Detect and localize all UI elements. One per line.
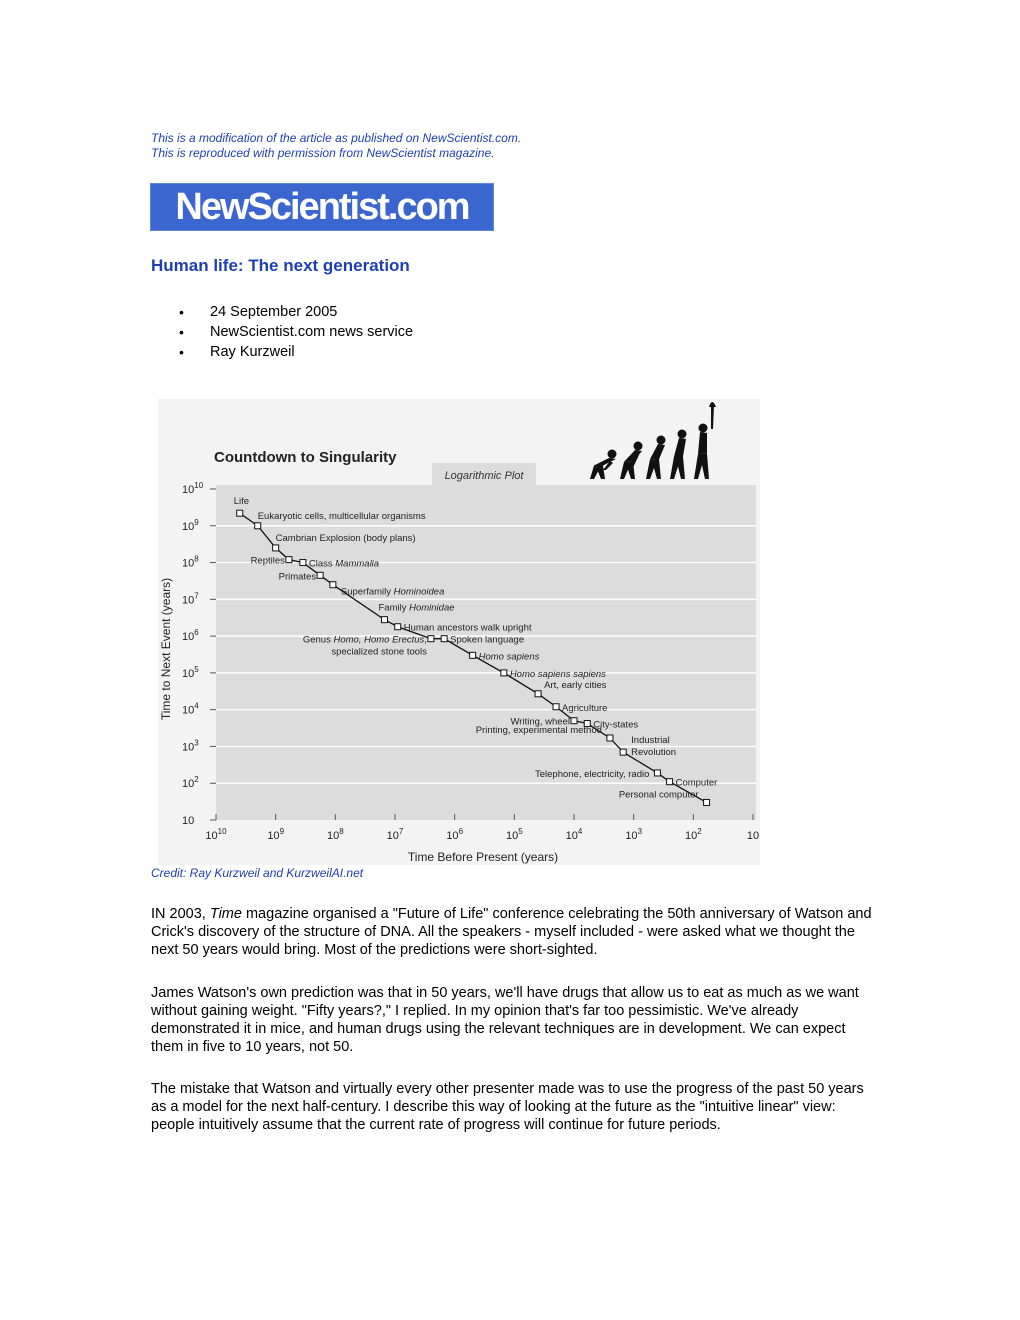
y-tick-label: $10^9$ — [182, 517, 199, 533]
data-point-label: Printing, experimental method — [475, 724, 602, 736]
x-tick-label: 10 — [746, 830, 760, 842]
chart-svg — [158, 399, 760, 865]
bullet-icon: • — [179, 324, 184, 340]
hominid-head-icon — [678, 430, 687, 439]
meta-author-text: Ray Kurzweil — [210, 344, 295, 360]
time-magazine-name: Time — [209, 906, 242, 922]
data-point-label: Computer — [675, 777, 718, 789]
data-point-marker — [237, 510, 243, 516]
y-tick-label: $10^{10}$ — [182, 481, 204, 496]
x-tick-label: $10^{10}$ — [205, 827, 227, 842]
data-point-marker — [470, 652, 476, 658]
paragraph-1-lead: IN 2003, — [151, 906, 210, 922]
x-axis-label: Time Before Present (years) — [407, 850, 559, 864]
data-point-label: Agriculture — [562, 702, 608, 714]
data-point-label: Writing, wheel — [510, 716, 570, 728]
x-tick-label: $10^4$ — [565, 827, 583, 842]
meta-date-text: 24 September 2005 — [210, 304, 338, 320]
meta-date — [151, 302, 413, 322]
y-tick-label: 10 — [182, 815, 195, 827]
data-point-marker — [571, 718, 577, 724]
singularity-chart — [158, 399, 760, 865]
y-tick-label: $10^8$ — [182, 554, 199, 570]
paragraph-1 — [151, 905, 873, 959]
data-point-label: City-states — [593, 719, 639, 731]
data-point-marker — [286, 557, 292, 563]
notice-line-2: This is reproduced with permission from NewScientist magazine. — [151, 146, 495, 160]
data-point-label: Homo sapiens sapiens — [509, 668, 606, 680]
data-point-marker — [317, 572, 323, 578]
hominid-head-icon — [699, 424, 708, 433]
data-point-label: Homo sapiens — [478, 651, 540, 663]
notice-line-1: This is a modification of the article as published on NewScientist.com. — [151, 131, 522, 145]
chart-title: Countdown to Singularity — [214, 449, 397, 466]
data-point-marker — [667, 779, 673, 785]
paragraph-1-rest: magazine organised a "Future of Life" conference celebrating the 50th anniversary of Watson and Crick's discovery of the structure of DNA. All the speakers - myself included - were asked what we thought the next 50 years would bring. Most of the predictions were short-sighted. — [151, 906, 872, 958]
y-tick-label: $10^2$ — [182, 775, 199, 791]
article-meta-list — [151, 302, 413, 362]
y-tick-label: $10^6$ — [182, 628, 199, 644]
data-point-label: Industrial Revolution — [631, 735, 677, 759]
logo-text: NewScientist.com — [175, 186, 469, 228]
x-tick-label: $10^5$ — [505, 827, 523, 842]
y-tick-label: $10^7$ — [182, 591, 199, 607]
data-point-label: Spoken language — [450, 634, 525, 646]
data-point-label: Primates — [278, 571, 317, 583]
article-title: Human life: The next generation — [151, 256, 410, 275]
data-point-label: Reptiles — [250, 555, 285, 567]
paragraph-2: James Watson's own prediction was that in 50 years, we'll have drugs that allow us to eat as much as we want without gaining weight. "Fifty years?," I replied. In my opinion that's far too pessimistic. We've already demonstrated it in mice, and human drugs using the relevant techniques are in development. We can expect them in five to 10 years, not 50. — [151, 985, 859, 1055]
data-point-marker — [607, 735, 613, 741]
data-point-marker — [441, 636, 447, 642]
data-point-label: Life — [233, 496, 250, 508]
figure-credit: Credit: Ray Kurzweil and KurzweilAI.net — [151, 866, 364, 880]
data-point-marker — [395, 624, 401, 630]
data-point-label: Superfamily Hominoidea — [340, 586, 445, 598]
meta-service — [151, 322, 413, 342]
x-tick-label: $10^2$ — [684, 827, 702, 842]
hominid-head-icon — [634, 442, 643, 451]
data-point-marker — [654, 770, 660, 776]
x-tick-label: $10^8$ — [326, 827, 344, 842]
x-tick-label: $10^9$ — [267, 827, 285, 842]
data-point-marker — [428, 636, 434, 642]
meta-author — [151, 342, 413, 362]
data-point-label: Personal computer — [618, 789, 699, 801]
y-tick-label: $10^3$ — [182, 738, 199, 754]
data-point-marker — [535, 691, 541, 697]
bullet-icon: • — [179, 304, 184, 320]
data-point-label: Class Mammalia — [308, 558, 380, 570]
y-tick-label: $10^5$ — [182, 664, 199, 680]
x-tick-label: $10^7$ — [386, 827, 404, 842]
y-tick-label: $10^4$ — [182, 701, 199, 717]
data-point-label: Telephone, electricity, radio — [534, 768, 650, 780]
data-point-label: Cambrian Explosion (body plans) — [275, 532, 416, 544]
data-point-label: Family Hominidae — [378, 602, 455, 614]
bullet-icon: • — [179, 344, 184, 360]
x-tick-label: $10^6$ — [446, 827, 464, 842]
reproduction-notice — [151, 131, 521, 161]
data-point-marker — [273, 545, 279, 551]
data-point-label: Art, early cities — [544, 679, 607, 691]
data-point-marker — [501, 670, 507, 676]
data-point-label: Eukaryotic cells, multicellular organisms — [257, 510, 426, 522]
paragraph-3: The mistake that Watson and virtually every other presenter made was to use the progress of the past 50 years as a model for the next half-century. I describe this way of looking at the future as the "intuitive linear" view: people intuitively assume that the current rate of progress will continue for future periods. — [151, 1081, 864, 1133]
chart-subtitle: Logarithmic Plot — [444, 470, 524, 482]
data-point-label: Human ancestors walk upright — [403, 622, 532, 634]
data-point-marker — [300, 560, 306, 566]
x-tick-label: $10^3$ — [625, 827, 643, 842]
data-point-marker — [704, 799, 710, 805]
data-point-marker — [255, 523, 261, 529]
data-point-marker — [330, 582, 336, 588]
meta-service-text: NewScientist.com news service — [210, 324, 414, 340]
data-point-marker — [620, 749, 626, 755]
data-point-label: Genus Homo, Homo Erectus, specialized stone tools — [302, 634, 427, 658]
data-point-marker — [553, 704, 559, 710]
data-point-marker — [381, 617, 387, 623]
y-axis-label: Time to Next Event (years) — [159, 577, 173, 721]
hominid-head-icon — [657, 436, 666, 445]
hominid-head-icon — [608, 450, 617, 459]
newscientist-logo[interactable] — [150, 183, 494, 231]
